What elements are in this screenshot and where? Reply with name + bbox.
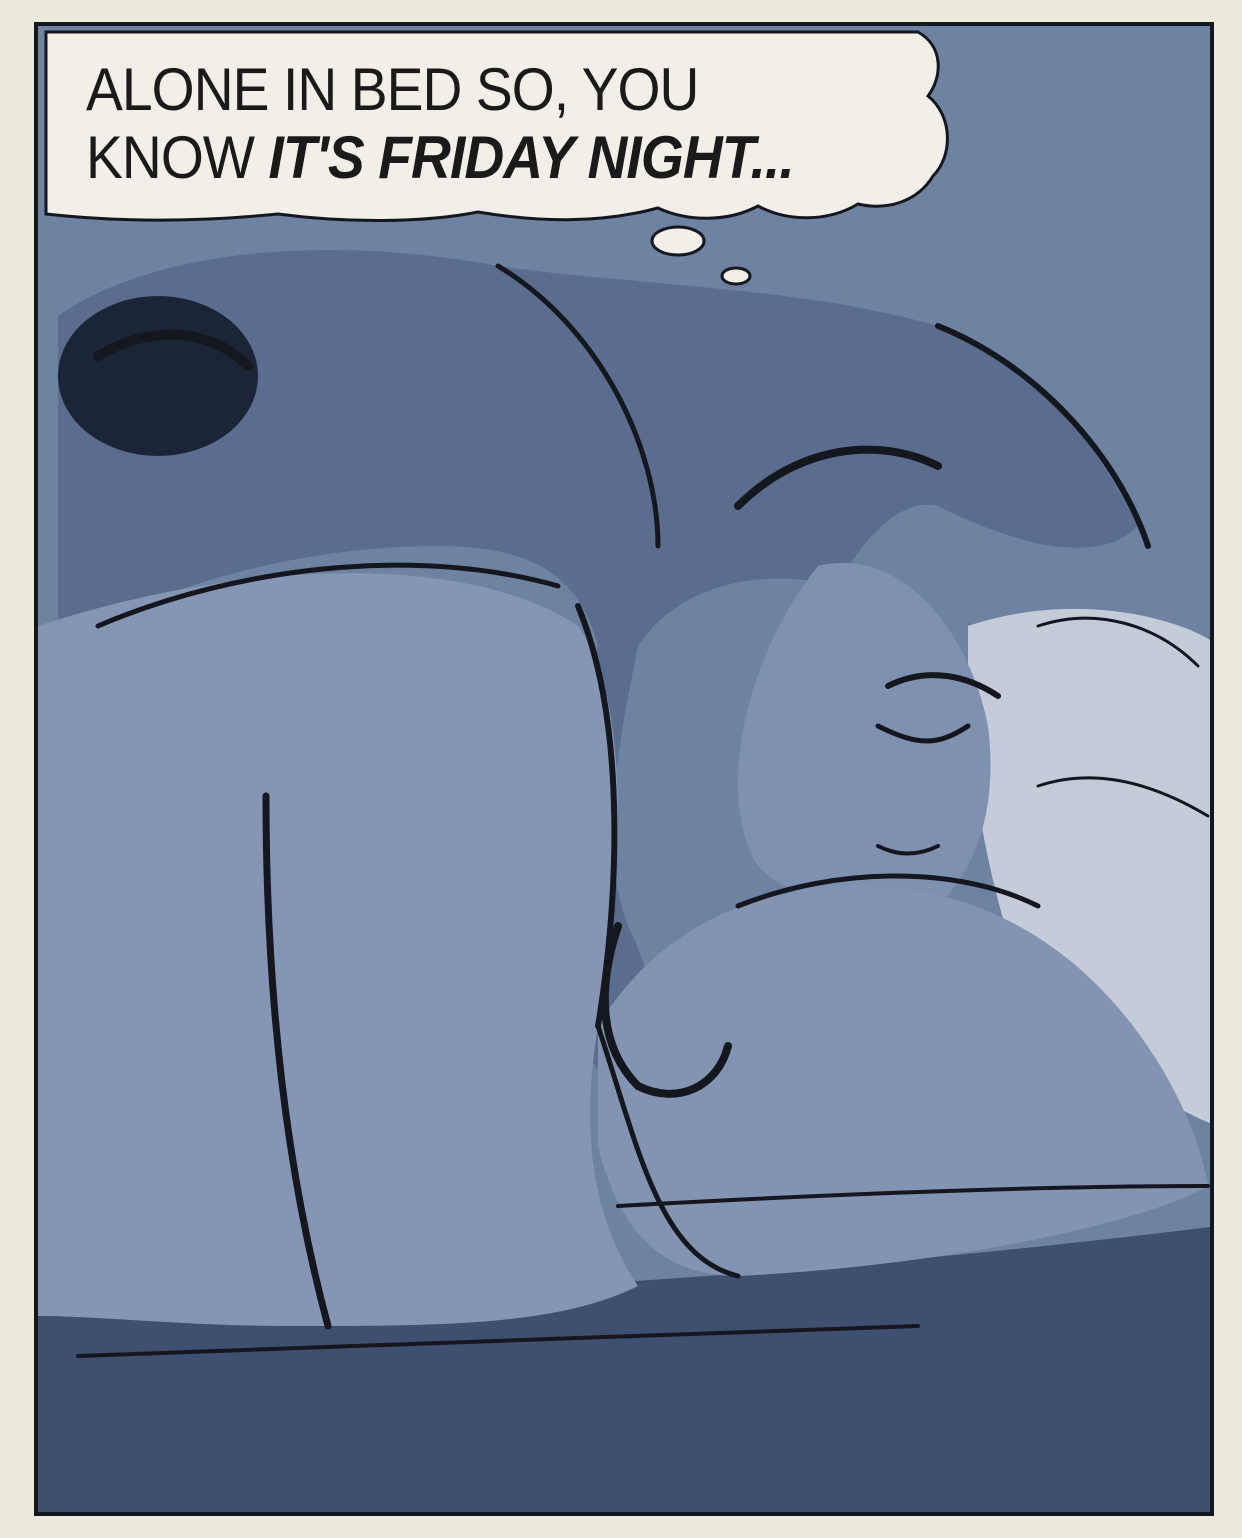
- comic-panel: [34, 22, 1214, 1516]
- sleeping-woman-illustration: [38, 26, 1214, 1516]
- thought-line-2-emphasis: IT'S FRIDAY NIGHT...: [268, 124, 794, 191]
- hair-bun: [58, 296, 258, 456]
- shoulder: [38, 573, 638, 1326]
- thought-bubble-puff-large: [652, 227, 704, 255]
- thought-line-2-plain: KNOW: [86, 124, 269, 191]
- thought-bubble-puff-small: [722, 268, 750, 284]
- thought-line-1: ALONE IN BED SO, YOU: [86, 56, 699, 123]
- thought-bubble: [46, 32, 947, 221]
